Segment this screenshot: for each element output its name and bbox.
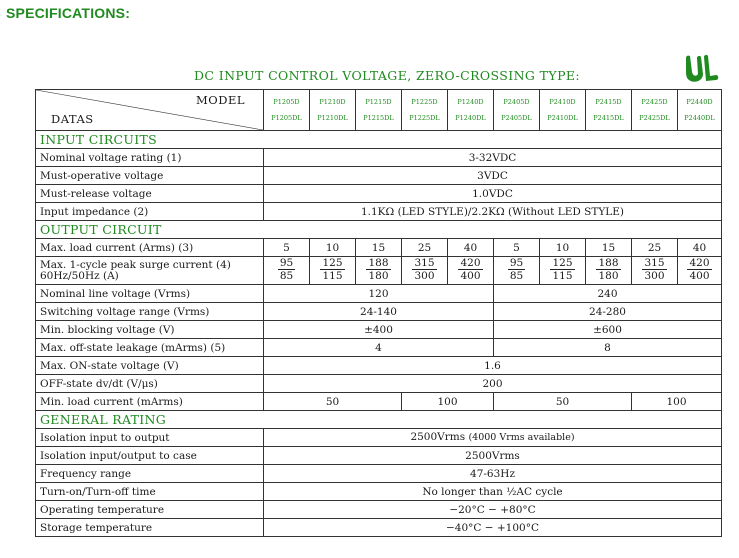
row-value: 47-63Hz — [264, 465, 722, 483]
table-row — [36, 483, 722, 501]
load-current-value: 5 — [494, 239, 540, 257]
table-row — [36, 203, 722, 221]
page-title: SPECIFICATIONS: — [6, 5, 131, 21]
section-row-general — [36, 411, 722, 429]
row-label: Isolation input to output — [36, 429, 264, 447]
load-current-value: 25 — [402, 239, 448, 257]
table-row — [36, 501, 722, 519]
row-value: 2500Vrms — [264, 447, 722, 465]
surge-value: $\frac{420}{400}$ — [448, 257, 494, 285]
table-row — [36, 519, 722, 537]
row-value-120v: ±400 — [264, 321, 494, 339]
row-value: −40°C − +100°C — [264, 519, 722, 537]
row-label: Must-operative voltage — [36, 167, 264, 185]
min-load-value: 100 — [402, 393, 494, 411]
row-label: Max. off-state leakage (mArms) (5) — [36, 339, 264, 357]
row-label: Must-release voltage — [36, 185, 264, 203]
model-cell: P2440D P2440DL — [678, 90, 722, 131]
table-row — [36, 375, 722, 393]
table-row — [36, 357, 722, 375]
load-current-value: 40 — [448, 239, 494, 257]
row-value-120v: 120 — [264, 285, 494, 303]
surge-value: $\frac{125}{115}$ — [540, 257, 586, 285]
table-row — [36, 285, 722, 303]
load-current-value: 10 — [310, 239, 356, 257]
model-cell: P1225D P1225DL — [402, 90, 448, 131]
row-label: Nominal line voltage (Vrms) — [36, 285, 264, 303]
table-row — [36, 465, 722, 483]
row-value-240v: 24-280 — [494, 303, 722, 321]
row-value: 2500Vrms (4000 Vrms available) — [264, 429, 722, 447]
section-row-input — [36, 131, 722, 149]
table-row — [36, 167, 722, 185]
table-row — [36, 239, 722, 257]
table-row — [36, 339, 722, 357]
row-note: (4000 Vrms available) — [468, 432, 575, 443]
table-row — [36, 447, 722, 465]
section-heading-general: GENERAL RATING — [36, 411, 722, 429]
row-label: Switching voltage range (Vrms) — [36, 303, 264, 321]
row-label: Storage temperature — [36, 519, 264, 537]
load-current-value: 25 — [632, 239, 678, 257]
row-value: 3-32VDC — [264, 149, 722, 167]
row-value: No longer than ½AC cycle — [264, 483, 722, 501]
row-label: Max. 1-cycle peak surge current (4) 60Hz/50Hz (A) — [36, 257, 264, 285]
row-label: OFF-state dv/dt (V/μs) — [36, 375, 264, 393]
model-cell: P1210D P1210DL — [310, 90, 356, 131]
load-current-value: 40 — [678, 239, 722, 257]
surge-value: $\frac{95}{85}$ — [494, 257, 540, 285]
surge-value: $\frac{315}{300}$ — [632, 257, 678, 285]
table-row — [36, 149, 722, 167]
load-current-value: 5 — [264, 239, 310, 257]
row-label: Input impedance (2) — [36, 203, 264, 221]
table-row — [36, 257, 722, 285]
surge-value: $\frac{420}{400}$ — [678, 257, 722, 285]
min-load-value: 100 — [632, 393, 722, 411]
row-label: Max. ON-state voltage (V) — [36, 357, 264, 375]
load-current-value: 15 — [356, 239, 402, 257]
row-value: 1.6 — [264, 357, 722, 375]
row-label: Frequency range — [36, 465, 264, 483]
model-cell: P1240D P1240DL — [448, 90, 494, 131]
model-cell: P1205D P1205DL — [264, 90, 310, 131]
header-corner-cell — [36, 90, 264, 131]
row-label: Nominal voltage rating (1) — [36, 149, 264, 167]
section-row-output — [36, 221, 722, 239]
row-label: Min. load current (mArms) — [36, 393, 264, 411]
surge-value: $\frac{315}{300}$ — [402, 257, 448, 285]
row-value-240v: 8 — [494, 339, 722, 357]
row-label: Turn-on/Turn-off time — [36, 483, 264, 501]
table-row — [36, 393, 722, 411]
row-value-240v: ±600 — [494, 321, 722, 339]
surge-value: $\frac{188}{180}$ — [356, 257, 402, 285]
row-value-120v: 4 — [264, 339, 494, 357]
row-value: 1.0VDC — [264, 185, 722, 203]
row-value: 3VDC — [264, 167, 722, 185]
model-cell: P2415D P2415DL — [586, 90, 632, 131]
datas-label: DATAS — [51, 112, 94, 126]
model-cell: P2410D P2410DL — [540, 90, 586, 131]
load-current-value: 15 — [586, 239, 632, 257]
ul-logo-icon — [682, 54, 722, 84]
section-heading-output: OUTPUT CIRCUIT — [36, 221, 722, 239]
row-value-120v: 24-140 — [264, 303, 494, 321]
spec-table — [35, 89, 722, 537]
table-row — [36, 321, 722, 339]
surge-value: $\frac{125}{115}$ — [310, 257, 356, 285]
table-row — [36, 185, 722, 203]
row-value: 1.1KΩ (LED STYLE)/2.2KΩ (Without LED STYLE) — [264, 203, 722, 221]
load-current-value: 10 — [540, 239, 586, 257]
model-cell: P1215D P1215DL — [356, 90, 402, 131]
surge-value: $\frac{95}{85}$ — [264, 257, 310, 285]
row-label: Max. load current (Arms) (3) — [36, 239, 264, 257]
table-subtitle: DC INPUT CONTROL VOLTAGE, ZERO-CROSSING TYPE: — [194, 68, 581, 83]
table-row — [36, 429, 722, 447]
section-heading-input: INPUT CIRCUITS — [36, 131, 722, 149]
model-label: MODEL — [196, 93, 245, 107]
row-label: Min. blocking voltage (V) — [36, 321, 264, 339]
row-value: −20°C − +80°C — [264, 501, 722, 519]
surge-value: $\frac{188}{180}$ — [586, 257, 632, 285]
header-row — [36, 90, 722, 131]
min-load-value: 50 — [494, 393, 632, 411]
table-row — [36, 303, 722, 321]
row-label: Operating temperature — [36, 501, 264, 519]
row-value: 200 — [264, 375, 722, 393]
model-cell: P2425D P2425DL — [632, 90, 678, 131]
min-load-value: 50 — [264, 393, 402, 411]
model-cell: P2405D P2405DL — [494, 90, 540, 131]
row-value-240v: 240 — [494, 285, 722, 303]
row-label: Isolation input/output to case — [36, 447, 264, 465]
